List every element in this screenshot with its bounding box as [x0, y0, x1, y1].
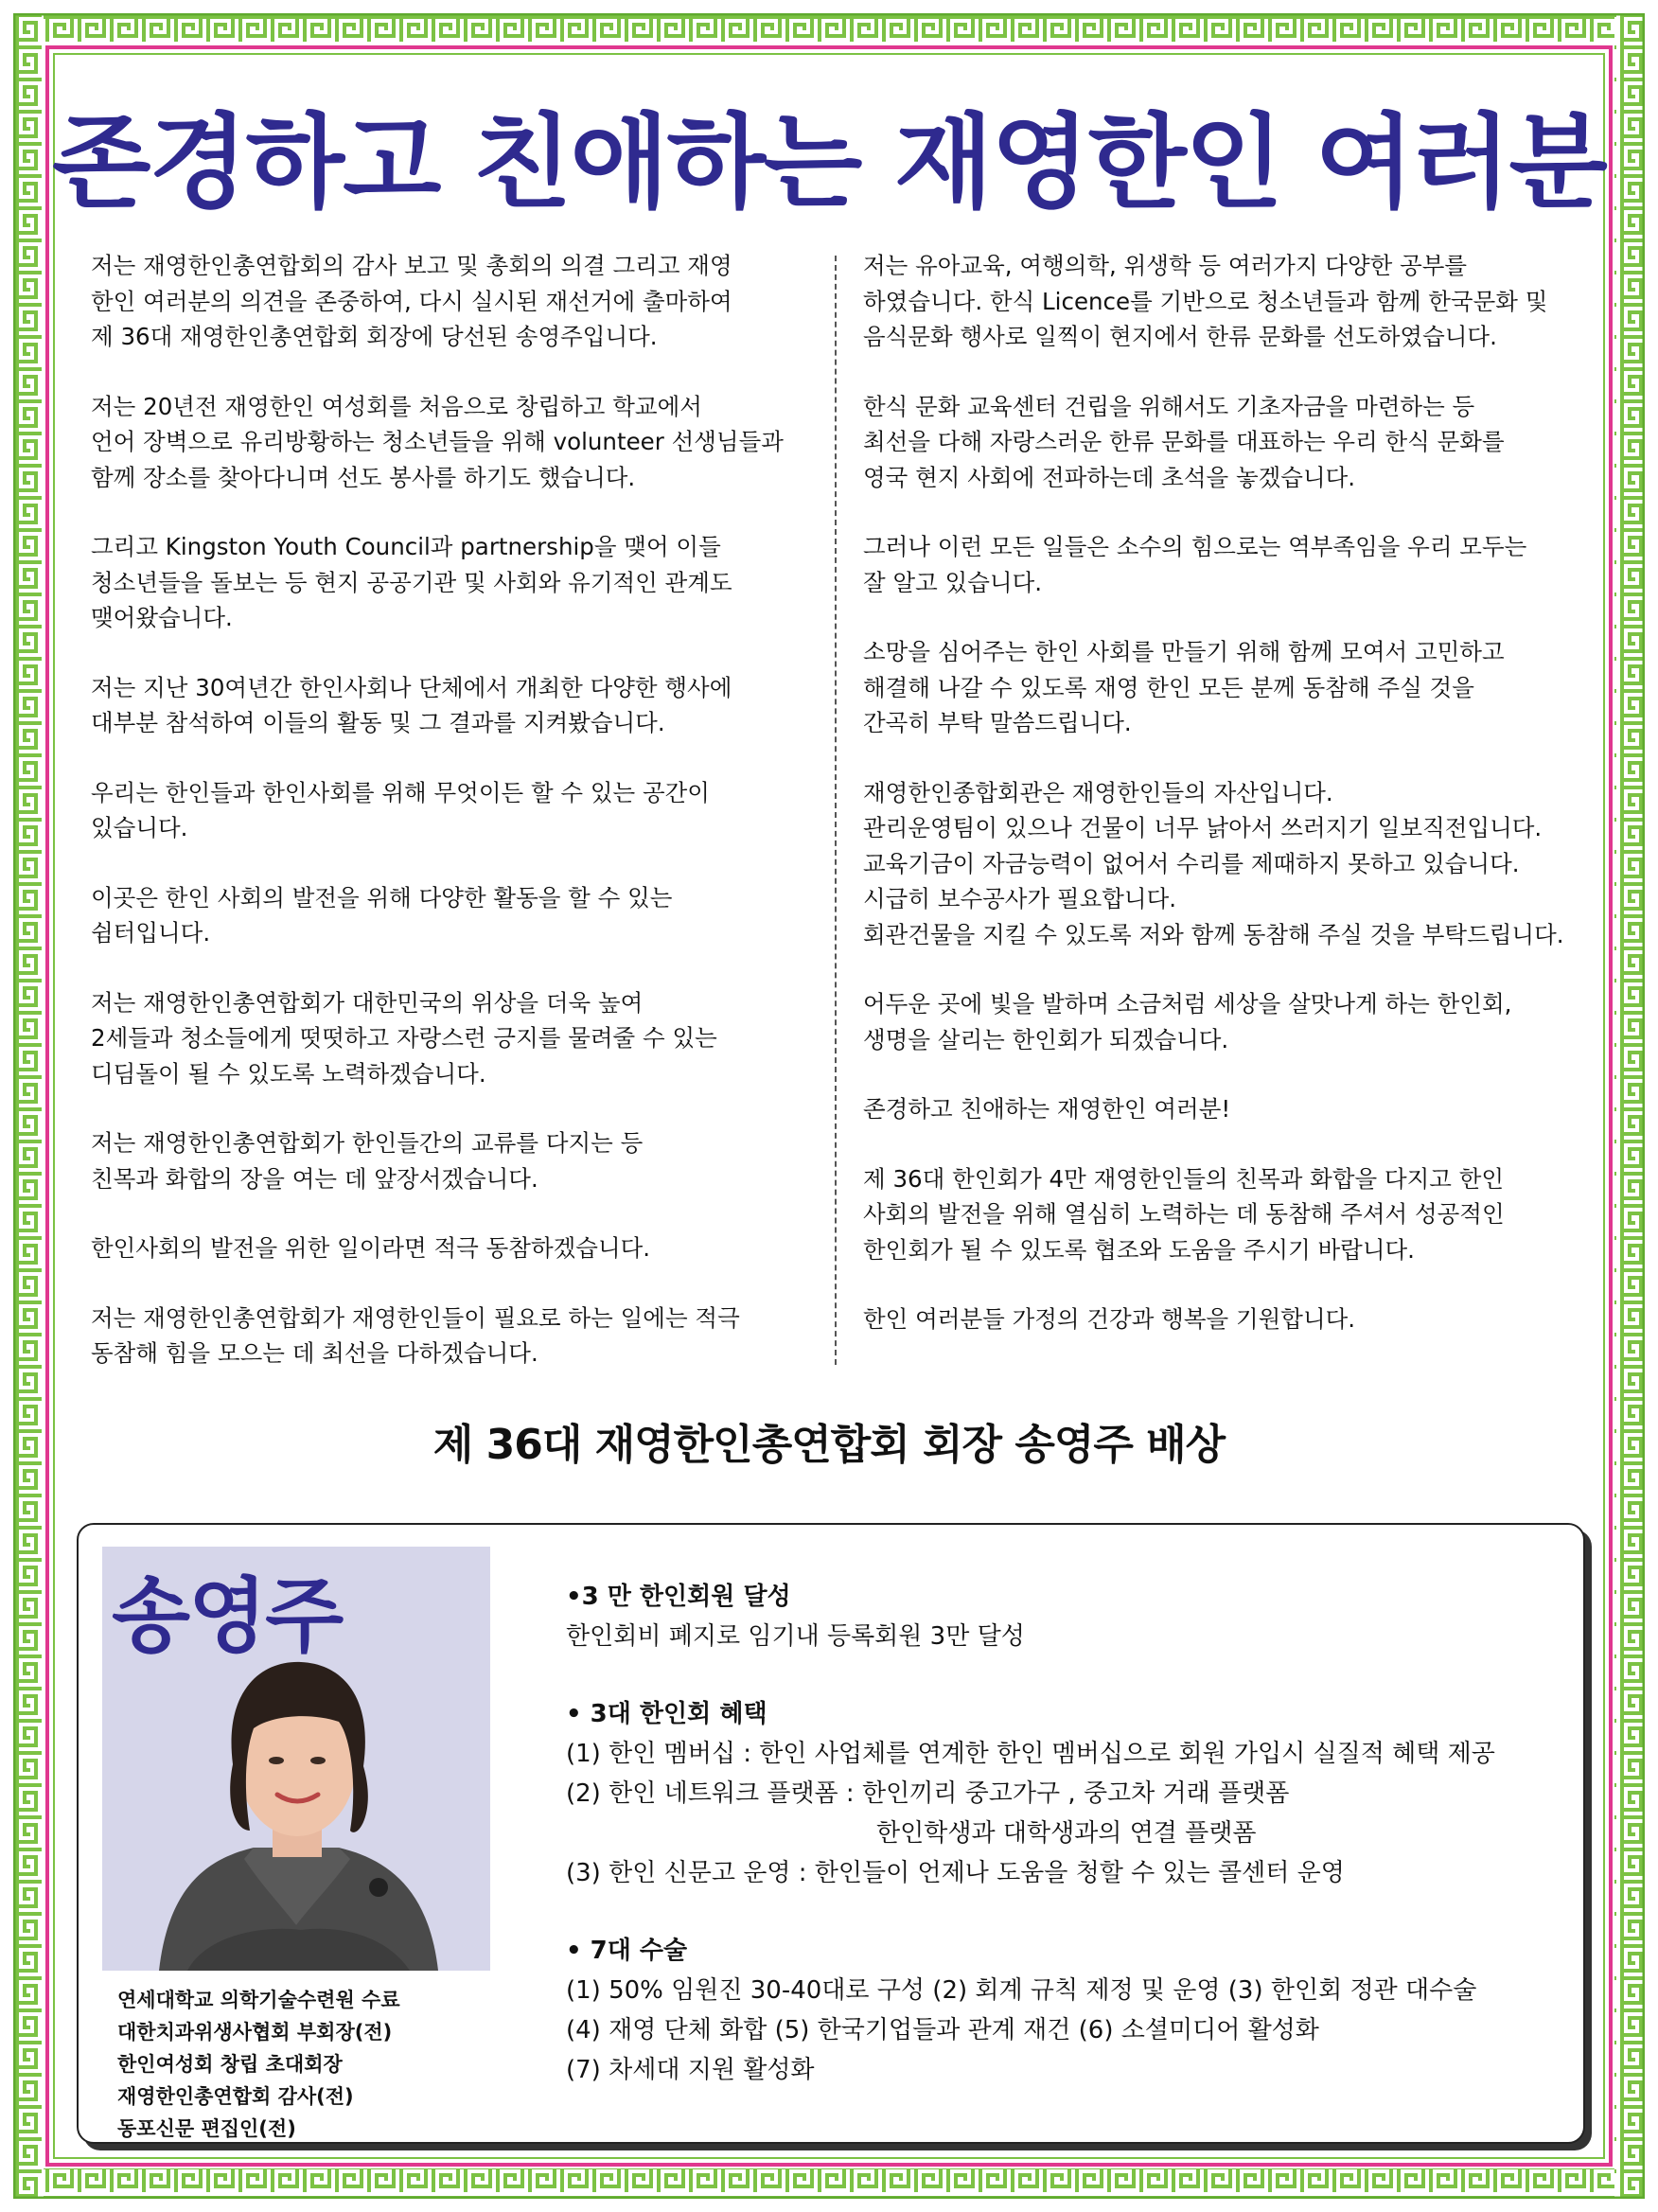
paragraph: 한인사회의 발전을 위한 일이라면 적극 동참하겠습니다. [91, 1234, 651, 1262]
pledge-heading-reforms: • 7대 수술 [566, 1937, 688, 1965]
column-divider [835, 256, 837, 1365]
page-title: 존경하고 친애하는 재영한인 여러분 [52, 104, 1606, 222]
pledge-item: (1) 한인 멤버십 : 한인 사업체를 연계한 한인 멤버십으로 회원 가입시 실질적 혜택 제공 [566, 1740, 1495, 1768]
paragraph: 이곳은 한인 사회의 발전을 위해 다양한 활동을 할 수 있는 쉼터입니다. [91, 883, 673, 947]
paragraph: 존경하고 친애하는 재영한인 여러분! [863, 1095, 1231, 1123]
credential-item: 한인여성회 창립 초대회장 [117, 2053, 343, 2076]
pledges-list [566, 1577, 1569, 2090]
right-column [863, 248, 1611, 1371]
paragraph: 그러나 이런 모든 일들은 소수의 힘으로는 역부족임을 우리 모두는 잘 알고 있습니다. [863, 533, 1527, 596]
pledge-text: 한인회비 폐지로 임기내 등록회원 3만 달성 [566, 1622, 1025, 1651]
pledge-heading-benefits: • 3대 한인회 혜택 [566, 1700, 767, 1728]
paragraph: 저는 재영한인총연합회의 감사 보고 및 총회의 의결 그리고 재영 한인 여러분의 의견을 존중하여, 다시 실시된 재선거에 출마하여 제 36대 재영한인총연합회 회장에 당선된 송영주입니다. [91, 252, 732, 350]
paragraph: 저는 재영한인총연합회가 재영한인들이 필요로 하는 일에는 적극 동참해 힘을 모으는 데 최선을 다하겠습니다. [91, 1303, 740, 1367]
credential-item: 동포신문 편집인(전) [117, 2117, 296, 2140]
paragraph: 한인 여러분들 가정의 건강과 행복을 기원합니다. [863, 1305, 1356, 1333]
pledge-item: (7) 차세대 지원 활성화 [566, 2056, 815, 2084]
pledge-item: (4) 재영 단체 화합 (5) 한국기업들과 관계 재건 (6) 소셜미디어 활성화 [566, 2016, 1319, 2044]
paragraph: 저는 재영한인총연합회가 대한민국의 위상을 더욱 높여 2세들과 청소들에게 떳떳하고 자랑스런 긍지를 물려줄 수 있는 디딤돌이 될 수 있도록 노력하겠습니다. [91, 988, 717, 1088]
paragraph: 소망을 심어주는 한인 사회를 만들기 위해 함께 모여서 고민하고 해결해 나갈 수 있도록 재영 한인 모든 분께 동참해 주실 것을 간곡히 부탁 말씀드립니다. [863, 638, 1505, 736]
pledge-heading-goal: •3 만 한인회원 달성 [566, 1583, 791, 1611]
candidate-name: 송영주 [112, 1569, 343, 1664]
paragraph: 우리는 한인들과 한인사회를 위해 무엇이든 할 수 있는 공간이 있습니다. [91, 778, 710, 841]
pledge-item: (1) 50% 임원진 30-40대로 구성 (2) 회계 규칙 제정 및 운영 (3) 한인회 정관 대수술 [566, 1976, 1477, 2005]
credentials-list [117, 1984, 496, 2145]
candidate-photo [102, 1547, 490, 1971]
paragraph: 그리고 Kingston Youth Council과 partnership을 맺어 이들 청소년들을 돌보는 등 현지 공공기관 및 사회와 유기적인 관계도 맺어왔습니다. [91, 533, 732, 631]
left-column [91, 248, 820, 1406]
pledge-item: 한인학생과 대학생과의 연결 플랫폼 [876, 1819, 1257, 1848]
signature-heading: 제 36대 재영한인총연합회 회장 송영주 배상 [432, 1421, 1226, 1469]
pledge-item: (2) 한인 네트워크 플랫폼 : 한인끼리 중고가구 , 중고차 거래 플랫폼 [566, 1779, 1290, 1808]
credential-item: 대한치과위생사협회 부회장(전) [117, 2021, 393, 2044]
credential-item: 연세대학교 의학기술수련원 수료 [117, 1989, 400, 2011]
paragraph: 제 36대 한인회가 4만 재영한인들의 친목과 화합을 다지고 한인 사회의 발전을 위해 열심히 노력하는 데 동참해 주셔서 성공적인 한인회가 될 수 있도록 협조와 도움을 주시기 바랍니다. [863, 1164, 1505, 1264]
credential-item: 재영한인총연합회 감사(전) [117, 2085, 354, 2108]
paragraph: 한식 문화 교육센터 건립을 위해서도 기초자금을 마련하는 등 최선을 다해 자랑스러운 한류 문화를 대표하는 우리 한식 문화를 영국 현지 사회에 전파하는데 초석을 놓겠습니다. [863, 392, 1505, 491]
paragraph: 저는 유아교육, 여행의학, 위생학 등 여러가지 다양한 공부를 하였습니다. 한식 Licence를 기반으로 청소년들과 함께 한국문화 및 음식문화 행사로 일찍이 현지에서 한류 문화를 선도하였습니다. [863, 252, 1548, 350]
paragraph: 저는 재영한인총연합회가 한인들간의 교류를 다지는 등 친목과 화합의 장을 여는 데 앞장서겠습니다. [91, 1129, 644, 1193]
pledge-item: (3) 한인 신문고 운영 : 한인들이 언제나 도움을 청할 수 있는 콜센터 운영 [566, 1859, 1345, 1887]
paragraph: 저는 지난 30여년간 한인사회나 단체에서 개최한 다양한 행사에 대부분 참석하여 이들의 활동 및 그 결과를 지켜봤습니다. [91, 673, 732, 736]
paragraph: 저는 20년전 재영한인 여성회를 처음으로 창립하고 학교에서 언어 장벽으로 유리방황하는 청소년들을 위해 volunteer 선생님들과 함께 장소를 찾아다니며 선도 봉사를 하기도 했습니다. [91, 392, 784, 491]
paragraph: 어두운 곳에 빛을 발하며 소금처럼 세상을 살맛나게 하는 한인회, 생명을 살리는 한인회가 되겠습니다. [863, 990, 1512, 1053]
paragraph: 재영한인종합회관은 재영한인들의 자산입니다. 관리운영팀이 있으나 건물이 너무 낡아서 쓰러지기 일보직전입니다. 교육기금이 자금능력이 없어서 수리를 제때하지 못하고 있습니다. 시급히 보수공사가 필요합니다. 회관건물을 지킬 수 있도록 저와 함께 동참해 주실 것을 부탁드립니다. [863, 778, 1564, 948]
